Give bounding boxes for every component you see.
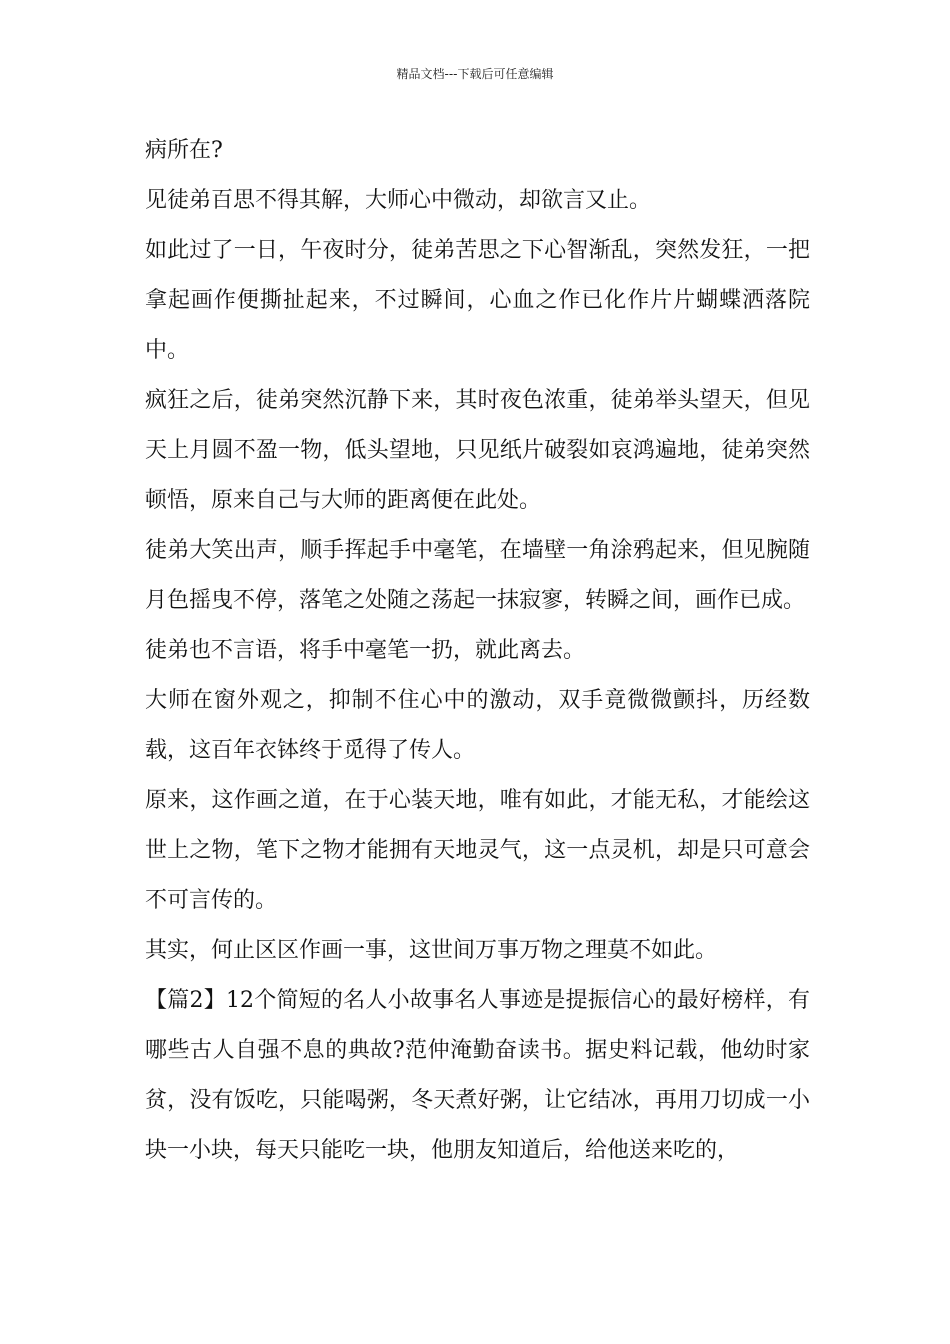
paragraph: 【篇2】12个简短的名人小故事名人事迹是提振信心的最好榜样，有哪些古人自强不息的典故?范仲淹勤奋读书。据史料记载，他幼时家贫，没有饭吃，只能喝粥，冬天煮好粥，让它结冰，再用刀切成一小块一小块，每天只能吃一块，他朋友知道后，给他送来吃的， — [145, 988, 810, 1163]
paragraph: 徒弟也不言语，将手中毫笔一扔，就此离去。 — [145, 638, 586, 663]
paragraph: 其实，何止区区作画一事，这世间万事万物之理莫不如此。 — [145, 938, 718, 963]
page-header: 精品文档---下载后可任意编辑 — [396, 67, 554, 81]
paragraph: 如此过了一日，午夜时分，徒弟苦思之下心智渐乱，突然发狂，一把拿起画作便撕扯起来，不过瞬间，心血之作已化作片片蝴蝶洒落院中。 — [145, 238, 810, 363]
paragraph: 疯狂之后，徒弟突然沉静下来，其时夜色浓重，徒弟举头望天，但见天上月圆不盈一物，低头望地，只见纸片破裂如哀鸿遍地，徒弟突然顿悟，原来自己与大师的距离便在此处。 — [145, 388, 810, 513]
paragraph: 大师在窗外观之，抑制不住心中的激动，双手竟微微颤抖，历经数载，这百年衣钵终于觅得了传人。 — [145, 688, 810, 763]
paragraph: 见徒弟百思不得其解，大师心中微动，却欲言又止。 — [145, 188, 652, 213]
document-body — [145, 126, 810, 1176]
paragraph: 病所在? — [145, 138, 223, 163]
paragraph: 徒弟大笑出声，顺手挥起手中毫笔，在墙壁一角涂鸦起来，但见腕随月色摇曳不停，落笔之处随之荡起一抹寂寥，转瞬之间，画作已成。 — [145, 538, 810, 613]
paragraph: 原来，这作画之道，在于心装天地，唯有如此，才能无私，才能绘这世上之物，笔下之物才能拥有天地灵气，这一点灵机，却是只可意会不可言传的。 — [145, 788, 810, 913]
